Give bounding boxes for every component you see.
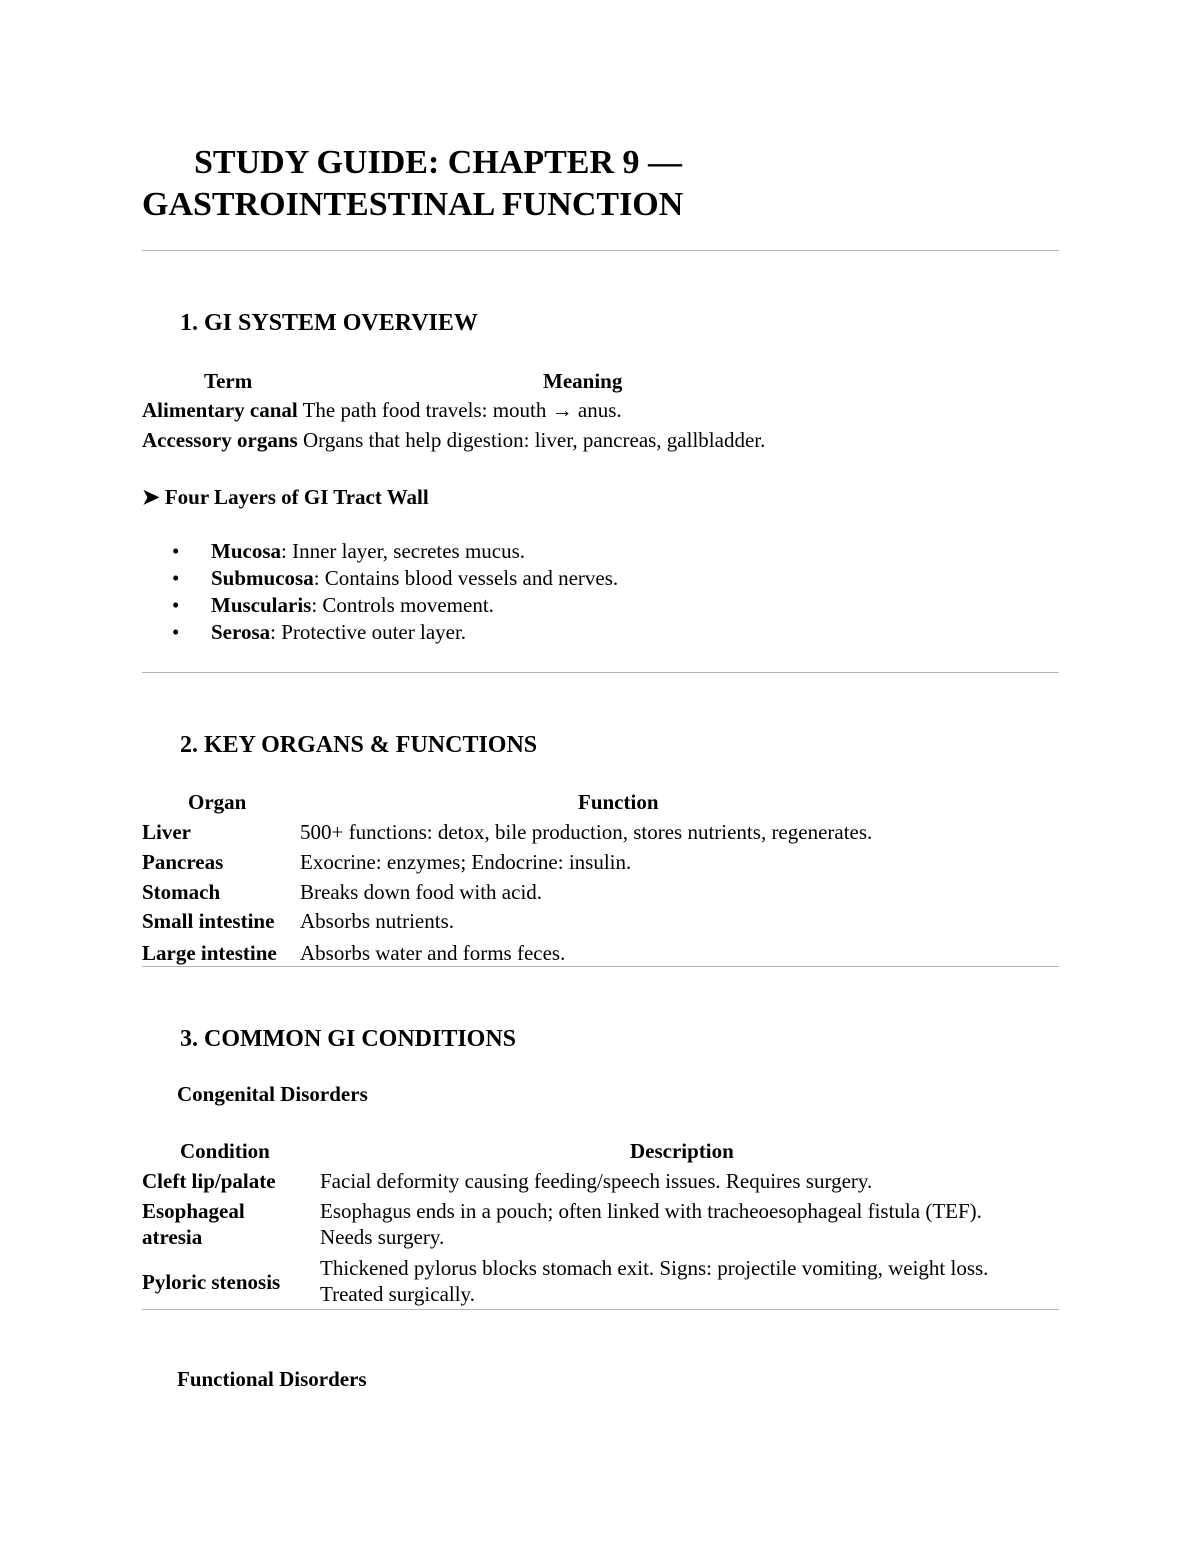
layer-desc: : Contains blood vessels and nerves. (313, 566, 619, 590)
layers-list (172, 538, 618, 646)
list-item (172, 592, 618, 619)
table-row (142, 397, 622, 423)
description-cell: Esophagus ends in a pouch; often linked with tracheoesophageal fistula (TEF). Needs surgery. (320, 1199, 982, 1249)
table-header-meaning: Meaning (543, 369, 623, 393)
function-cell: Absorbs nutrients. (300, 909, 454, 933)
section-3-heading: 3. COMMON GI CONDITIONS (180, 1026, 517, 1052)
organ-cell: Large intestine (142, 941, 277, 965)
meaning-cell: The path food travels: mouth → anus. (302, 398, 622, 422)
arrow-marker-icon: ➤ (142, 485, 160, 509)
layer-name: Muscularis (211, 593, 312, 617)
layer-desc: : Controls movement. (311, 593, 494, 617)
list-item (172, 538, 618, 565)
organ-cell: Pancreas (142, 850, 224, 874)
divider (142, 250, 1059, 251)
divider (142, 966, 1059, 967)
list-item (172, 565, 618, 592)
function-cell: Absorbs water and forms feces. (300, 941, 566, 965)
condition-cell: Pyloric stenosis (142, 1270, 281, 1294)
bullet-icon: • (172, 620, 180, 644)
table-header-function: Function (578, 790, 659, 814)
page-title-line-2: GASTROINTESTINAL FUNCTION (142, 186, 684, 223)
table-header-description: Description (630, 1139, 734, 1163)
divider (142, 1309, 1059, 1310)
organ-cell: Small intestine (142, 909, 275, 933)
table-header-organ: Organ (188, 790, 247, 814)
layers-subheading (142, 484, 429, 510)
condition-cell: Esophageal atresia (142, 1199, 245, 1249)
page-title-line-1: STUDY GUIDE: CHAPTER 9 — (194, 144, 683, 181)
divider (142, 672, 1059, 673)
bullet-icon: • (172, 593, 180, 617)
section-2-heading: 2. KEY ORGANS & FUNCTIONS (180, 732, 538, 758)
term-cell: Alimentary canal (142, 398, 298, 422)
layer-name: Serosa (211, 620, 271, 644)
functional-heading: Functional Disorders (177, 1367, 367, 1391)
bullet-icon: • (172, 539, 180, 563)
layer-desc: : Inner layer, secretes mucus. (281, 539, 526, 563)
page-title (142, 142, 683, 226)
layers-subheading-text: Four Layers of GI Tract Wall (164, 485, 429, 509)
section-1-heading: 1. GI SYSTEM OVERVIEW (180, 310, 478, 336)
table-row (142, 427, 765, 453)
congenital-heading: Congenital Disorders (177, 1082, 368, 1106)
function-cell: 500+ functions: detox, bile production, stores nutrients, regenerates. (300, 820, 873, 844)
layer-desc: : Protective outer layer. (270, 620, 467, 644)
bullet-icon: • (172, 566, 180, 590)
meaning-cell: Organs that help digestion: liver, pancreas, gallbladder. (302, 428, 766, 452)
description-cell: Facial deformity causing feeding/speech issues. Requires surgery. (320, 1169, 873, 1193)
function-cell: Exocrine: enzymes; Endocrine: insulin. (300, 850, 632, 874)
layer-name: Mucosa (211, 539, 281, 563)
organ-cell: Stomach (142, 880, 221, 904)
function-cell: Breaks down food with acid. (300, 880, 543, 904)
table-header-condition: Condition (180, 1139, 270, 1163)
description-cell: Thickened pylorus blocks stomach exit. Signs: projectile vomiting, weight loss. Treated surgically. (320, 1256, 989, 1306)
layer-name: Submucosa (211, 566, 314, 590)
table-header-term: Term (204, 369, 253, 393)
list-item (172, 619, 618, 646)
organ-cell: Liver (142, 820, 191, 844)
term-cell: Accessory organs (142, 428, 298, 452)
condition-cell: Cleft lip/palate (142, 1169, 276, 1193)
